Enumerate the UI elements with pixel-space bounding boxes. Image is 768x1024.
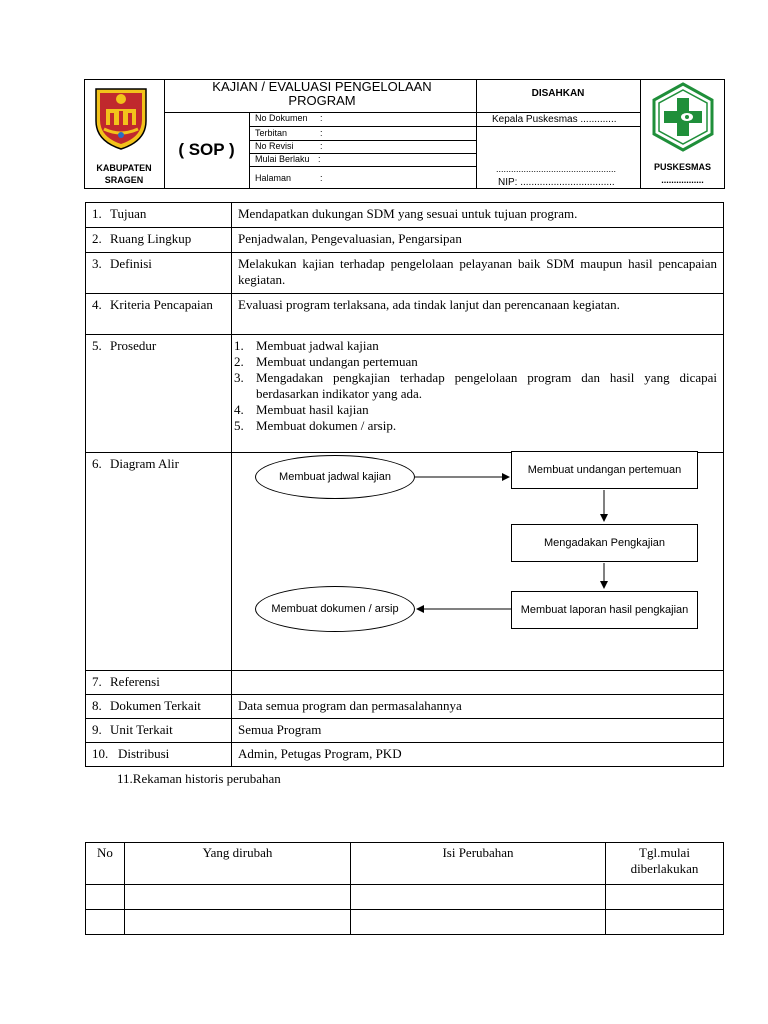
flow-step-archive: Membuat dokumen / arsip	[255, 586, 415, 632]
column-header: Isi Perubahan	[351, 843, 606, 885]
issued-colon: :	[320, 128, 323, 138]
doc-number-colon: :	[320, 113, 323, 123]
table-row: 6. Diagram Alir	[86, 453, 724, 671]
list-item: 5. Membuat dokumen / arsip.	[234, 418, 397, 433]
row-label: Definisi	[110, 256, 152, 271]
table-row: 4. Kriteria Pencapaian Evaluasi program terlaksana, ada tindak lanjut dan perencanaan kegiatan.	[86, 294, 724, 335]
row-value: Data semua program dan permasalahannya	[232, 695, 724, 719]
table-row: 9. Unit Terkait Semua Program	[86, 719, 724, 743]
effective-label: Mulai Berlaku	[255, 154, 310, 164]
row-value: Admin, Petugas Program, PKD	[232, 743, 724, 767]
list-item: 2. Membuat undangan pertemuan	[234, 354, 418, 369]
row-value: Penjadwalan, Pengevaluasian, Pengarsipan	[232, 228, 724, 253]
list-item: 4. Membuat hasil kajian	[234, 402, 369, 417]
row-label: Referensi	[110, 674, 160, 689]
row-value: Semua Program	[232, 719, 724, 743]
doc-number-label: No Dokumen	[255, 113, 308, 123]
row-label: Unit Terkait	[110, 722, 173, 737]
table-row: 8. Dokumen Terkait Data semua program dan permasalahannya	[86, 695, 724, 719]
approved-label: DISAHKAN	[531, 88, 585, 99]
table-row: 10. Distribusi Admin, Petugas Program, PKD	[86, 743, 724, 767]
table-row: 7. Referensi	[86, 671, 724, 695]
row-value: Mendapatkan dukungan SDM yang sesuai untuk tujuan program.	[232, 203, 724, 228]
column-header: No	[86, 843, 125, 885]
table-row: 2. Ruang Lingkup Penjadwalan, Pengevaluasian, Pengarsipan	[86, 228, 724, 253]
table-row: 5. Prosedur 1. Membuat jadwal kajian 2. Membuat undangan pertemuan 3. Mengadakan pengkajian terhadap pengelolaan program dan hasil yang dicapai berdasarkan indikator yang ada. 4. Membuat hasil kajian 5. Membuat dokumen / arsip.	[86, 335, 724, 453]
history-table	[85, 842, 724, 935]
flow-step-invitation: Membuat undangan pertemuan	[511, 451, 698, 489]
puskesmas-label: PUSKESMAS	[653, 162, 711, 172]
row-label: Dokumen Terkait	[110, 698, 201, 713]
signature-line: ................................................	[496, 164, 617, 174]
sop-label: ( SOP )	[178, 140, 235, 159]
history-title: 11.Rekaman historis perubahan	[117, 771, 281, 786]
nip-label: NIP: ..................................	[498, 177, 615, 188]
regency-name: KABUPATEN SRAGEN	[96, 163, 152, 185]
row-label: Tujuan	[110, 206, 147, 221]
table-row	[86, 910, 724, 935]
revision-colon: :	[320, 141, 323, 151]
row-value: Evaluasi program terlaksana, ada tindak lanjut dan perencanaan kegiatan.	[232, 294, 724, 335]
row-label: Kriteria Pencapaian	[110, 297, 213, 312]
page-colon: :	[320, 173, 323, 183]
column-header: Yang dirubah	[125, 843, 351, 885]
list-item: 3. Mengadakan pengkajian terhadap pengelolaan program dan hasil yang dicapai berdasarkan indikator yang ada.	[234, 370, 717, 401]
table-row	[86, 885, 724, 910]
flow-step-assessment: Mengadakan Pengkajian	[511, 524, 698, 562]
table-row: 1. Tujuan Mendapatkan dukungan SDM yang sesuai untuk tujuan program.	[86, 203, 724, 228]
flow-step-report: Membuat laporan hasil pengkajian	[511, 591, 698, 629]
row-value: Melakukan kajian terhadap pengelolaan pelayanan baik SDM maupun hasil pencapaian kegiatan.	[232, 253, 724, 294]
row-label: Distribusi	[118, 746, 170, 761]
puskesmas-dots: .................	[661, 175, 704, 185]
effective-colon: :	[318, 154, 321, 164]
sop-title: KAJIAN / EVALUASI PENGELOLAAN PROGRAM	[212, 79, 432, 108]
issued-label: Terbitan	[255, 128, 288, 138]
row-label: Diagram Alir	[110, 456, 179, 471]
table-row: 3. Definisi Melakukan kajian terhadap pengelolaan pelayanan baik SDM maupun hasil pencapaian kegiatan.	[86, 253, 724, 294]
head-of-puskesmas: Kepala Puskesmas .............	[492, 114, 617, 125]
column-header: Tgl.mulai diberlakukan	[606, 843, 724, 885]
row-label: Ruang Lingkup	[110, 231, 192, 246]
page-label: Halaman	[255, 173, 292, 183]
table-row	[86, 843, 724, 885]
list-item: 1. Membuat jadwal kajian	[234, 338, 379, 353]
revision-label: No Revisi	[255, 141, 294, 151]
row-label: Prosedur	[110, 338, 157, 353]
flow-step-schedule: Membuat jadwal kajian	[255, 455, 415, 499]
